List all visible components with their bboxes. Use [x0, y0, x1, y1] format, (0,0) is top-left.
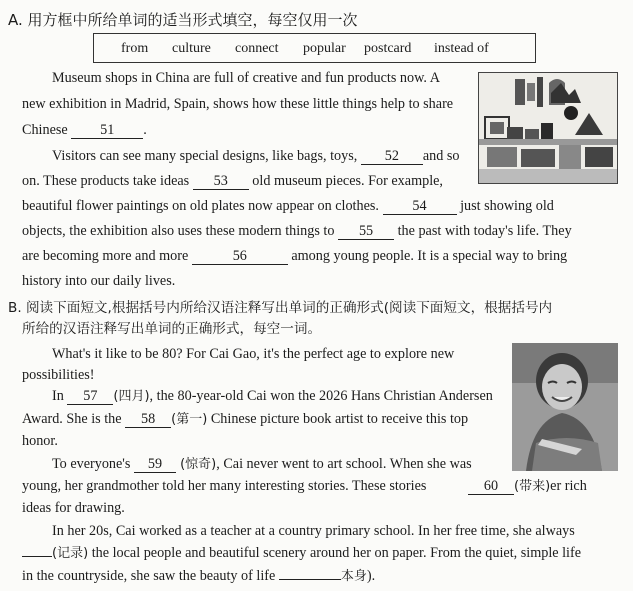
portrait-photo: [512, 343, 618, 471]
section-a-heading: A. 用方框中所给单词的适当形式填空，每空仅用一次: [8, 11, 358, 29]
paragraph-line: In 57 (四月), the 80-year-old Cai won the 2026 Hans Christian Andersen: [52, 388, 493, 404]
paragraph-line: To everyone's 59 (惊奇), Cai never went to art school. When she was: [52, 456, 472, 472]
answer-blank-58[interactable]: 58: [125, 411, 171, 428]
section-b-heading: B. 阅读下面短文,根据括号内所给汉语注释写出单词的正确形式(阅读下面短文，根据括号内: [8, 300, 553, 316]
paragraph-line: honor.: [22, 433, 58, 449]
paragraph-line: ideas for drawing.: [22, 500, 125, 516]
answer-blank-59[interactable]: 59: [134, 456, 176, 473]
paragraph-line: are becoming more and more 56 among young people. It is a special way to bring: [22, 248, 568, 264]
paragraph-line: in the countryside, she saw the beauty of life 本身).: [22, 568, 376, 584]
paragraph-line: on. These products take ideas 53 old museum pieces. For example,: [22, 173, 443, 189]
section-b-heading-cont: 所给的汉语注释写出单词的正确形式，每空一词。: [22, 321, 322, 337]
paragraph-line: objects, the exhibition also uses these modern things to 55 the past with today's life. They: [22, 223, 572, 239]
word-box-item: postcard: [364, 41, 412, 56]
paragraph-line: Award. She is the 58 (第一) Chinese picture book artist to receive this top: [22, 411, 469, 427]
paragraph-line: Chinese 51 .: [22, 122, 147, 138]
answer-blank-55[interactable]: 55: [338, 223, 394, 240]
museum-shop-photo: [478, 72, 618, 184]
paragraph-line-tail: 60 (带来)er rich: [468, 476, 587, 497]
paragraph-line: possibilities!: [22, 367, 95, 383]
answer-blank-53[interactable]: 53: [193, 173, 249, 190]
word-box-item: popular: [303, 41, 346, 56]
answer-blank-51[interactable]: 51: [71, 122, 143, 139]
word-box-item: culture: [172, 41, 211, 56]
answer-blank-57[interactable]: 57: [67, 388, 113, 405]
paragraph-line: What's it like to be 80? For Cai Gao, it's the perfect age to explore new: [52, 346, 455, 362]
answer-blank-52[interactable]: 52: [361, 148, 423, 165]
paragraph-line: (记录) the local people and beautiful scenery around her on paper. From the quiet, simple life: [22, 543, 581, 564]
word-box-item: instead of: [434, 41, 489, 56]
word-box-item: connect: [235, 41, 279, 56]
answer-blank-60[interactable]: 60: [468, 478, 514, 495]
paragraph-line: Visitors can see many special designs, like bags, toys, 52 and so: [52, 148, 460, 164]
answer-blank-54[interactable]: 54: [383, 198, 457, 215]
answer-blank-56[interactable]: 56: [192, 248, 288, 265]
paragraph-line: young, her grandmother told her many interesting stories. These stories: [22, 478, 427, 494]
answer-blank-62[interactable]: [279, 579, 341, 580]
word-box-item: from: [121, 41, 149, 56]
paragraph-line: history into our daily lives.: [22, 273, 176, 289]
paragraph-line: Museum shops in China are full of creative and fun products now. A: [52, 70, 440, 86]
answer-blank-61[interactable]: [22, 556, 52, 557]
paragraph-line: beautiful flower paintings on old plates now appear on clothes. 54 just showing old: [22, 198, 554, 214]
paragraph-line: In her 20s, Cai worked as a teacher at a country primary school. In her free time, she always: [52, 523, 575, 539]
paragraph-line: new exhibition in Madrid, Spain, shows how these little things help to share: [22, 96, 454, 112]
word-box: [93, 33, 536, 63]
